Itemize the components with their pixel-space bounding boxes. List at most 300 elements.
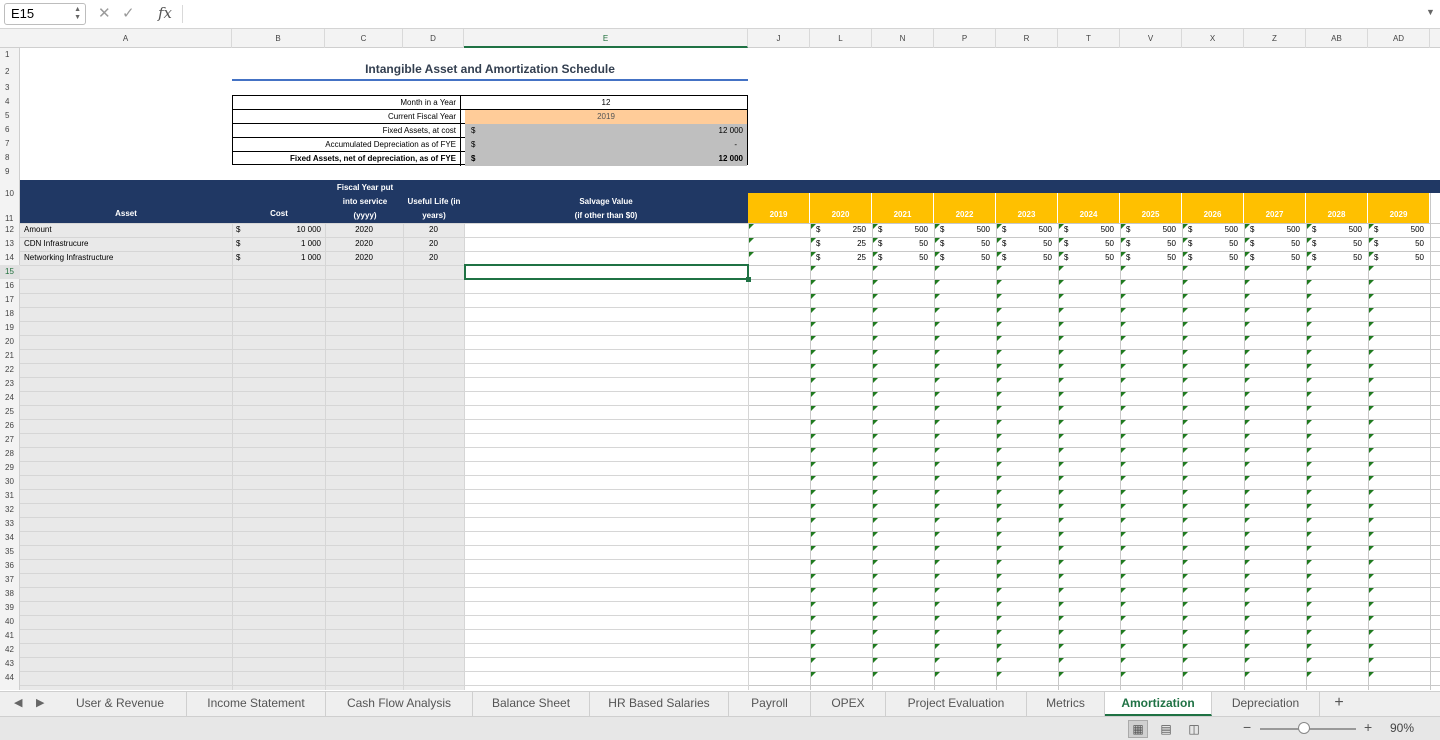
row-header-41[interactable]: 41: [5, 631, 14, 640]
tab-hr-based-salaries[interactable]: HR Based Salaries: [590, 692, 729, 716]
error-indicator-icon: [1121, 266, 1126, 271]
header-cost: Cost: [270, 209, 288, 218]
error-indicator-icon: [1245, 602, 1250, 607]
row-header-19[interactable]: 19: [5, 323, 14, 332]
error-indicator-icon: [811, 294, 816, 299]
row-header-43[interactable]: 43: [5, 659, 14, 668]
error-indicator-icon: [811, 252, 816, 257]
year-header-2024: 2024: [1058, 193, 1119, 223]
error-indicator-icon: [997, 588, 1002, 593]
error-indicator-icon: [1245, 224, 1250, 229]
amortization-value[interactable]: 50: [1415, 239, 1424, 248]
error-indicator-icon: [935, 238, 940, 243]
zoom-in-icon[interactable]: +: [1364, 719, 1373, 735]
amortization-value[interactable]: 50: [1291, 239, 1300, 248]
error-indicator-icon: [1307, 504, 1312, 509]
row-header-5[interactable]: 5: [5, 111, 10, 120]
error-indicator-icon: [1307, 630, 1312, 635]
currency-symbol: $: [816, 225, 821, 234]
tab-user-revenue[interactable]: User & Revenue: [54, 692, 187, 716]
row-line: [20, 349, 748, 350]
column-header-c[interactable]: C: [325, 29, 403, 48]
fixed-assets-cost-cell[interactable]: [465, 124, 747, 138]
tab-opex[interactable]: OPEX: [811, 692, 886, 716]
error-indicator-icon: [1245, 434, 1250, 439]
net-fixed-assets-cell[interactable]: [465, 152, 747, 166]
row-line: [20, 531, 748, 532]
row-header-25[interactable]: 25: [5, 407, 14, 416]
error-indicator-icon: [873, 280, 878, 285]
error-indicator-icon: [1307, 224, 1312, 229]
amortization-value[interactable]: 500: [1410, 225, 1424, 234]
error-indicator-icon: [873, 336, 878, 341]
tab-project-evaluation[interactable]: Project Evaluation: [886, 692, 1027, 716]
row-header-38[interactable]: 38: [5, 589, 14, 598]
amortization-value[interactable]: 50: [1167, 239, 1176, 248]
error-indicator-icon: [935, 630, 940, 635]
asset-useful-life[interactable]: 20: [429, 253, 438, 262]
error-indicator-icon: [1121, 462, 1126, 467]
asset-useful-life[interactable]: 20: [429, 225, 438, 234]
error-indicator-icon: [1307, 420, 1312, 425]
error-indicator-icon: [997, 658, 1002, 663]
amortization-value[interactable]: 500: [1286, 225, 1300, 234]
error-indicator-icon: [1369, 672, 1374, 677]
currency-symbol: $: [236, 253, 241, 262]
amortization-value[interactable]: 500: [1224, 225, 1238, 234]
error-indicator-icon: [1183, 448, 1188, 453]
currency-symbol: $: [471, 154, 476, 163]
error-indicator-icon: [1121, 308, 1126, 313]
row-line: [748, 405, 1440, 406]
amortization-value[interactable]: 25: [857, 253, 866, 262]
accumulated-depreciation-cell[interactable]: [465, 138, 747, 152]
asset-name[interactable]: Networking Infrastructure: [24, 253, 114, 262]
error-indicator-icon: [873, 238, 878, 243]
column-header-v[interactable]: V: [1120, 29, 1182, 48]
page-layout-icon[interactable]: ▤: [1160, 722, 1172, 736]
asset-cost[interactable]: 10 000: [296, 225, 321, 234]
row-line: [748, 573, 1440, 574]
error-indicator-icon: [1121, 280, 1126, 285]
row-header-16[interactable]: 16: [5, 281, 14, 290]
asset-fiscal-year[interactable]: 2020: [355, 225, 373, 234]
year-header-2023: 2023: [996, 193, 1057, 223]
error-indicator-icon: [1307, 560, 1312, 565]
error-indicator-icon: [1059, 406, 1064, 411]
error-indicator-icon: [1121, 336, 1126, 341]
error-indicator-icon: [935, 406, 940, 411]
month-value[interactable]: 12: [601, 98, 611, 107]
title-underline: [232, 79, 748, 81]
row-header-7[interactable]: 7: [5, 139, 10, 148]
error-indicator-icon: [1307, 616, 1312, 621]
tab-cash-flow-analysis[interactable]: Cash Flow Analysis: [326, 692, 473, 716]
accumulated-depreciation-label: Accumulated Depreciation as of FYE: [233, 138, 461, 152]
error-indicator-icon: [1369, 658, 1374, 663]
zoom-level[interactable]: 90%: [1390, 721, 1415, 735]
error-indicator-icon: [873, 252, 878, 257]
fill-handle[interactable]: [746, 277, 751, 282]
error-indicator-icon: [1369, 238, 1374, 243]
function-icon[interactable]: fx: [158, 4, 173, 22]
column-header-z[interactable]: Z: [1244, 29, 1306, 48]
tab-scroll-right-icon[interactable]: ▶: [36, 697, 45, 709]
error-indicator-icon: [1183, 364, 1188, 369]
amortization-value[interactable]: 50: [1291, 253, 1300, 262]
error-indicator-icon: [1121, 434, 1126, 439]
row-header-9[interactable]: 9: [5, 167, 10, 176]
amortization-value[interactable]: 50: [1043, 253, 1052, 262]
row-header-8[interactable]: 8: [5, 153, 10, 162]
row-header-12[interactable]: 12: [5, 225, 14, 234]
error-indicator-icon: [935, 336, 940, 341]
row-header-18[interactable]: 18: [5, 309, 14, 318]
column-header-l[interactable]: L: [810, 29, 872, 48]
tab-scroll-left-icon[interactable]: ◀: [14, 697, 23, 709]
error-indicator-icon: [935, 322, 940, 327]
error-indicator-icon: [811, 406, 816, 411]
error-indicator-icon: [811, 350, 816, 355]
amortization-value[interactable]: 50: [1229, 239, 1238, 248]
row-header-13[interactable]: 13: [5, 239, 14, 248]
error-indicator-icon: [1121, 378, 1126, 383]
column-header-ad[interactable]: AD: [1368, 29, 1430, 48]
row-header-1[interactable]: 1: [5, 50, 10, 59]
page-break-icon[interactable]: ◫: [1188, 722, 1200, 736]
row-header-20[interactable]: 20: [5, 337, 14, 346]
header-fiscal-year: [326, 181, 404, 223]
error-indicator-icon: [1369, 336, 1374, 341]
column-header-j[interactable]: J: [748, 29, 810, 48]
error-indicator-icon: [1059, 462, 1064, 467]
error-indicator-icon: [749, 224, 754, 229]
amortization-value[interactable]: 50: [1229, 253, 1238, 262]
name-box-spinner-icon[interactable]: ▲ ▼: [74, 6, 81, 21]
asset-useful-life[interactable]: 20: [429, 239, 438, 248]
error-indicator-icon: [1307, 280, 1312, 285]
amortization-value[interactable]: 50: [919, 253, 928, 262]
error-indicator-icon: [1183, 266, 1188, 271]
row-header-28[interactable]: 28: [5, 449, 14, 458]
error-indicator-icon: [1183, 434, 1188, 439]
row-line: [20, 307, 748, 308]
error-indicator-icon: [935, 462, 940, 467]
amortization-value[interactable]: 50: [1353, 239, 1362, 248]
error-indicator-icon: [811, 434, 816, 439]
amortization-value[interactable]: 50: [1043, 239, 1052, 248]
error-indicator-icon: [873, 308, 878, 313]
error-indicator-icon: [1183, 308, 1188, 313]
asset-fiscal-year[interactable]: 2020: [355, 253, 373, 262]
error-indicator-icon: [1121, 252, 1126, 257]
error-indicator-icon: [997, 518, 1002, 523]
column-line: [464, 223, 465, 690]
currency-symbol: $: [1064, 253, 1069, 262]
amortization-value[interactable]: 50: [1353, 253, 1362, 262]
error-indicator-icon: [873, 434, 878, 439]
error-indicator-icon: [1245, 672, 1250, 677]
row-line: [20, 461, 748, 462]
column-header-d[interactable]: D: [403, 29, 464, 48]
row-line: [20, 685, 748, 686]
error-indicator-icon: [811, 630, 816, 635]
year-header-2025: 2025: [1120, 193, 1181, 223]
row-header-6[interactable]: 6: [5, 125, 10, 134]
row-line: [20, 517, 748, 518]
row-header-27[interactable]: 27: [5, 435, 14, 444]
error-indicator-icon: [1307, 588, 1312, 593]
error-indicator-icon: [935, 378, 940, 383]
error-indicator-icon: [1369, 294, 1374, 299]
error-indicator-icon: [873, 420, 878, 425]
cancel-icon[interactable]: ✕: [98, 5, 111, 22]
error-indicator-icon: [997, 336, 1002, 341]
error-indicator-icon: [1369, 308, 1374, 313]
error-indicator-icon: [1059, 322, 1064, 327]
asset-cost[interactable]: 1 000: [300, 239, 321, 248]
selected-cell-e15[interactable]: [464, 264, 749, 280]
error-indicator-icon: [1307, 644, 1312, 649]
name-box[interactable]: [4, 3, 86, 25]
row-line: [748, 517, 1440, 518]
error-indicator-icon: [1059, 392, 1064, 397]
error-indicator-icon: [1183, 392, 1188, 397]
asset-name[interactable]: CDN Infrastrucure: [24, 239, 89, 248]
column-header-e[interactable]: E: [464, 29, 748, 48]
tab-depreciation[interactable]: Depreciation: [1212, 692, 1320, 716]
zoom-out-icon[interactable]: −: [1243, 719, 1252, 735]
row-header-26[interactable]: 26: [5, 421, 14, 430]
column-header-a[interactable]: A: [20, 29, 232, 48]
currency-symbol: $: [236, 239, 241, 248]
normal-view-icon[interactable]: ▦: [1128, 720, 1148, 738]
row-header-36[interactable]: 36: [5, 561, 14, 570]
column-header-b[interactable]: B: [232, 29, 325, 48]
currency-symbol: $: [1064, 239, 1069, 248]
error-indicator-icon: [873, 672, 878, 677]
expand-formula-icon[interactable]: ▼: [1426, 7, 1435, 17]
amortization-value[interactable]: 25: [857, 239, 866, 248]
amortization-value[interactable]: 50: [1415, 253, 1424, 262]
row-header-42[interactable]: 42: [5, 645, 14, 654]
currency-symbol: $: [1312, 253, 1317, 262]
row-line: [748, 657, 1440, 658]
row-line: [748, 643, 1440, 644]
row-header-44[interactable]: 44: [5, 673, 14, 682]
error-indicator-icon: [997, 322, 1002, 327]
error-indicator-icon: [811, 322, 816, 327]
tab-income-statement[interactable]: Income Statement: [187, 692, 326, 716]
amortization-value[interactable]: 50: [1105, 239, 1114, 248]
row-header-4[interactable]: 4: [5, 97, 10, 106]
error-indicator-icon: [997, 616, 1002, 621]
error-indicator-icon: [1059, 672, 1064, 677]
amortization-value[interactable]: 50: [919, 239, 928, 248]
error-indicator-icon: [1245, 308, 1250, 313]
zoom-slider-thumb[interactable]: [1298, 722, 1310, 734]
amortization-value[interactable]: 250: [852, 225, 866, 234]
row-line: [748, 531, 1440, 532]
row-header-39[interactable]: 39: [5, 603, 14, 612]
error-indicator-icon: [1183, 406, 1188, 411]
row-line: [20, 447, 748, 448]
amortization-value[interactable]: 500: [1162, 225, 1176, 234]
error-indicator-icon: [873, 588, 878, 593]
error-indicator-icon: [811, 420, 816, 425]
column-header-p[interactable]: P: [934, 29, 996, 48]
row-header-15[interactable]: 15: [0, 265, 20, 279]
currency-symbol: $: [1126, 225, 1131, 234]
error-indicator-icon: [811, 504, 816, 509]
row-header-31[interactable]: 31: [5, 491, 14, 500]
error-indicator-icon: [811, 602, 816, 607]
error-indicator-icon: [1245, 574, 1250, 579]
currency-symbol: $: [236, 225, 241, 234]
amortization-value[interactable]: 500: [1038, 225, 1052, 234]
row-header-32[interactable]: 32: [5, 505, 14, 514]
column-header-ab[interactable]: AB: [1306, 29, 1368, 48]
amortization-value[interactable]: 50: [1167, 253, 1176, 262]
error-indicator-icon: [1059, 658, 1064, 663]
column-header-x[interactable]: X: [1182, 29, 1244, 48]
error-indicator-icon: [1059, 224, 1064, 229]
asset-cost[interactable]: 1 000: [300, 253, 321, 262]
error-indicator-icon: [1369, 448, 1374, 453]
error-indicator-icon: [997, 280, 1002, 285]
currency-symbol: $: [1002, 239, 1007, 248]
row-header-24[interactable]: 24: [5, 393, 14, 402]
row-header-33[interactable]: 33: [5, 519, 14, 528]
asset-fiscal-year[interactable]: 2020: [355, 239, 373, 248]
row-header-14[interactable]: 14: [5, 253, 14, 262]
tab-metrics[interactable]: Metrics: [1027, 692, 1105, 716]
error-indicator-icon: [1059, 588, 1064, 593]
year-header-2022: 2022: [934, 193, 995, 223]
currency-symbol: $: [878, 239, 883, 248]
enter-icon[interactable]: ✓: [122, 5, 135, 22]
error-indicator-icon: [1183, 532, 1188, 537]
row-header-40[interactable]: 40: [5, 617, 14, 626]
row-header-30[interactable]: 30: [5, 477, 14, 486]
error-indicator-icon: [1307, 406, 1312, 411]
error-indicator-icon: [997, 672, 1002, 677]
amortization-value[interactable]: 500: [976, 225, 990, 234]
net-fixed-assets-value: 12 000: [718, 154, 743, 163]
row-header-21[interactable]: 21: [5, 351, 14, 360]
error-indicator-icon: [1059, 336, 1064, 341]
column-header-r[interactable]: R: [996, 29, 1058, 48]
error-indicator-icon: [1121, 364, 1126, 369]
error-indicator-icon: [1183, 518, 1188, 523]
error-indicator-icon: [997, 448, 1002, 453]
error-indicator-icon: [811, 616, 816, 621]
row-line: [748, 377, 1440, 378]
error-indicator-icon: [935, 420, 940, 425]
row-line: [20, 503, 748, 504]
error-indicator-icon: [1059, 644, 1064, 649]
amortization-value[interactable]: 500: [1348, 225, 1362, 234]
error-indicator-icon: [997, 308, 1002, 313]
currency-symbol: $: [1312, 225, 1317, 234]
error-indicator-icon: [1121, 588, 1126, 593]
error-indicator-icon: [935, 546, 940, 551]
row-line: [748, 475, 1440, 476]
error-indicator-icon: [1245, 350, 1250, 355]
row-header-23[interactable]: 23: [5, 379, 14, 388]
row-header-2[interactable]: 2: [5, 67, 10, 76]
error-indicator-icon: [1121, 630, 1126, 635]
error-indicator-icon: [997, 462, 1002, 467]
amortization-value[interactable]: 500: [1100, 225, 1114, 234]
row-line: [748, 433, 1440, 434]
error-indicator-icon: [935, 672, 940, 677]
amortization-value[interactable]: 500: [914, 225, 928, 234]
row-header-37[interactable]: 37: [5, 575, 14, 584]
error-indicator-icon: [1183, 490, 1188, 495]
error-indicator-icon: [1307, 490, 1312, 495]
error-indicator-icon: [811, 392, 816, 397]
error-indicator-icon: [1307, 546, 1312, 551]
row-header-34[interactable]: 34: [5, 533, 14, 542]
error-indicator-icon: [1245, 238, 1250, 243]
header-life-line1: Useful Life (in: [407, 197, 461, 206]
row-header-11[interactable]: 11: [5, 214, 14, 223]
error-indicator-icon: [1369, 378, 1374, 383]
header-salvage-line2: (if other than $0): [574, 211, 638, 220]
currency-symbol: $: [940, 239, 945, 248]
row-line: [20, 321, 748, 322]
amortization-value[interactable]: 50: [981, 253, 990, 262]
row-header-17[interactable]: 17: [5, 295, 14, 304]
error-indicator-icon: [997, 546, 1002, 551]
formula-input[interactable]: [182, 5, 1422, 23]
fiscal-year-value[interactable]: 2019: [465, 110, 747, 124]
row-header-3[interactable]: 3: [5, 83, 10, 92]
tab-amortization[interactable]: Amortization: [1105, 692, 1212, 716]
error-indicator-icon: [873, 616, 878, 621]
error-indicator-icon: [1245, 588, 1250, 593]
error-indicator-icon: [1369, 406, 1374, 411]
row-header-10[interactable]: 10: [5, 189, 14, 198]
error-indicator-icon: [1245, 420, 1250, 425]
error-indicator-icon: [1245, 462, 1250, 467]
error-indicator-icon: [1369, 476, 1374, 481]
add-sheet-button[interactable]: +: [1334, 694, 1344, 711]
error-indicator-icon: [935, 266, 940, 271]
error-indicator-icon: [873, 490, 878, 495]
error-indicator-icon: [1121, 574, 1126, 579]
amortization-value[interactable]: 50: [981, 239, 990, 248]
error-indicator-icon: [1183, 322, 1188, 327]
error-indicator-icon: [1183, 630, 1188, 635]
row-header-22[interactable]: 22: [5, 365, 14, 374]
tab-payroll[interactable]: Payroll: [729, 692, 811, 716]
error-indicator-icon: [997, 406, 1002, 411]
error-indicator-icon: [1059, 280, 1064, 285]
asset-name[interactable]: Amount: [24, 225, 52, 234]
column-header-n[interactable]: N: [872, 29, 934, 48]
row-line: [20, 657, 748, 658]
row-header-35[interactable]: 35: [5, 547, 14, 556]
row-header-29[interactable]: 29: [5, 463, 14, 472]
error-indicator-icon: [935, 588, 940, 593]
error-indicator-icon: [997, 266, 1002, 271]
column-header-t[interactable]: T: [1058, 29, 1120, 48]
amortization-value[interactable]: 50: [1105, 253, 1114, 262]
currency-symbol: $: [1250, 253, 1255, 262]
tab-balance-sheet[interactable]: Balance Sheet: [473, 692, 590, 716]
